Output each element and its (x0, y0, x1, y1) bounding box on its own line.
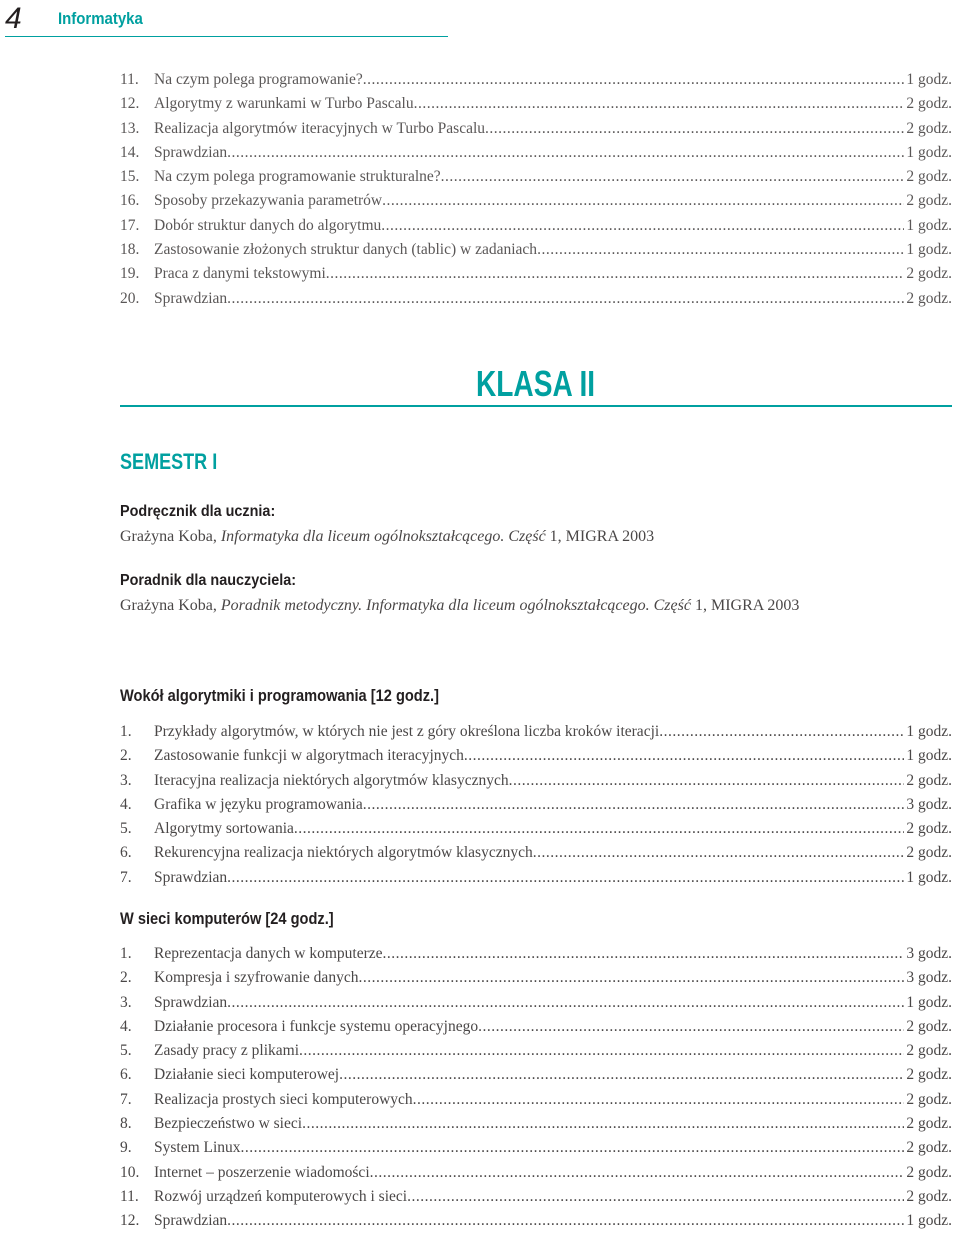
item-title: Rekurencyjna realizacja niektórych algorytmów klasycznych (154, 844, 533, 862)
section-heading: W sieci komputerów [24 godz.] (120, 909, 334, 928)
list-item (120, 844, 952, 868)
item-hours: 2 godz. (906, 1017, 952, 1035)
dot-leader (383, 945, 905, 963)
list-item (120, 747, 952, 771)
list-item (120, 1091, 952, 1115)
item-number: 9. (120, 1139, 132, 1157)
item-title: Algorytmy sortowania (154, 820, 294, 838)
item-number: 19. (120, 265, 140, 283)
item-title: Algorytmy z warunkami w Turbo Pascalu (154, 95, 414, 113)
dot-leader (485, 120, 904, 138)
topic-list-algorithms (120, 723, 952, 893)
dot-leader (413, 1091, 905, 1109)
header-rule (5, 36, 448, 37)
item-hours: 1 godz. (906, 747, 952, 765)
guide-edition: 1, MIGRA 2003 (690, 597, 800, 614)
item-title: Sprawdzian (154, 868, 228, 886)
dot-leader (358, 969, 904, 987)
item-title: Sposoby przekazywania parametrów (154, 192, 383, 210)
page-header (0, 0, 960, 40)
item-title: System Linux (154, 1139, 241, 1157)
item-number: 4. (120, 795, 132, 813)
item-number: 6. (120, 844, 132, 862)
item-title: Sprawdzian (154, 993, 228, 1011)
item-number: 7. (120, 868, 132, 886)
dot-leader (537, 241, 904, 259)
item-title: Realizacja algorytmów iteracyjnych w Turbo Pascalu (154, 119, 486, 137)
item-hours: 2 godz. (906, 820, 952, 838)
list-item (120, 945, 952, 969)
list-item (120, 265, 952, 289)
item-hours: 3 godz. (906, 795, 952, 813)
item-number: 11. (120, 1187, 139, 1205)
list-item (120, 217, 952, 241)
item-hours: 2 godz. (906, 1139, 952, 1157)
item-title: Przykłady algorytmów, w których nie jest z góry określona liczba kroków iteracji (154, 723, 660, 740)
item-hours: 1 godz. (906, 143, 952, 161)
item-title: Reprezentacja danych w komputerze (154, 945, 383, 962)
item-title: Działanie sieci komputerowej (154, 1066, 340, 1084)
item-number: 14. (120, 143, 140, 161)
item-hours: 1 godz. (906, 723, 952, 740)
dot-leader (478, 1018, 904, 1036)
item-title: Sprawdzian (154, 143, 228, 161)
item-number: 5. (120, 820, 132, 838)
item-hours: 1 godz. (906, 868, 952, 886)
item-number: 3. (120, 993, 132, 1011)
item-hours: 2 godz. (906, 1066, 952, 1084)
item-title: Iteracyjna realizacja niektórych algorytmów klasycznych (154, 771, 509, 789)
item-title: Praca z danymi tekstowymi (154, 265, 326, 283)
item-number: 3. (120, 771, 132, 789)
item-hours: 2 godz. (906, 1115, 952, 1133)
list-item (120, 723, 952, 747)
guide-label: Poradnik dla nauczyciela: (120, 572, 297, 589)
running-title: Informatyka (58, 9, 143, 28)
dot-leader (363, 71, 905, 89)
list-item (120, 241, 952, 265)
item-title: Sprawdzian (154, 289, 228, 307)
item-number: 16. (120, 192, 140, 210)
item-hours: 2 godz. (906, 844, 952, 862)
item-hours: 2 godz. (906, 289, 952, 307)
item-hours: 1 godz. (906, 216, 952, 234)
list-item (120, 1115, 952, 1139)
list-item (120, 969, 952, 993)
item-hours: 3 godz. (906, 969, 952, 987)
guide-reference (120, 594, 952, 618)
list-item (120, 192, 952, 216)
dot-leader (326, 265, 905, 283)
topic-list-continued (120, 71, 952, 314)
item-title: Zasady pracy z plikami (154, 1042, 300, 1060)
dot-leader (363, 796, 905, 814)
item-hours: 2 godz. (906, 265, 952, 283)
item-hours: 1 godz. (906, 993, 952, 1011)
item-hours: 1 godz. (906, 241, 952, 259)
item-number: 12. (120, 1212, 140, 1230)
item-number: 1. (120, 945, 132, 962)
textbook-label: Podręcznik dla ucznia: (120, 503, 276, 520)
item-hours: 2 godz. (906, 1042, 952, 1060)
item-title: Zastosowanie funkcji w algorytmach iteracyjnych (154, 747, 464, 765)
list-item (120, 772, 952, 796)
list-item (120, 1139, 952, 1163)
list-item (120, 1188, 952, 1212)
textbook-title: Informatyka dla liceum ogólnokształcącego. Część (220, 528, 546, 545)
textbook-edition: 1, MIGRA 2003 (545, 528, 655, 545)
item-number: 18. (120, 241, 140, 259)
item-hours: 2 godz. (906, 1187, 952, 1205)
dot-leader (241, 1139, 905, 1157)
semester-heading: SEMESTR I (120, 449, 218, 474)
item-number: 2. (120, 747, 132, 765)
list-item (120, 994, 952, 1018)
item-number: 8. (120, 1115, 132, 1133)
dot-leader (533, 844, 905, 862)
dot-leader (339, 1066, 904, 1084)
item-hours: 2 godz. (906, 1090, 952, 1108)
dot-leader (227, 869, 904, 887)
item-hours: 1 godz. (906, 1212, 952, 1230)
item-number: 7. (120, 1090, 132, 1108)
item-title: Sprawdzian (154, 1212, 228, 1230)
item-number: 13. (120, 119, 140, 137)
dot-leader (227, 290, 904, 308)
dot-leader (414, 95, 905, 113)
dot-leader (227, 144, 904, 162)
item-hours: 2 godz. (906, 1163, 952, 1181)
item-hours: 2 godz. (906, 192, 952, 210)
item-number: 6. (120, 1066, 132, 1084)
list-item (120, 1018, 952, 1042)
item-number: 11. (120, 71, 139, 88)
class-heading: KLASA II (476, 363, 596, 404)
dot-leader (509, 772, 905, 790)
textbook-author: Grażyna Koba, (120, 528, 221, 545)
dot-leader (381, 217, 904, 235)
list-item (120, 95, 952, 119)
item-hours: 3 godz. (906, 945, 952, 962)
dot-leader (294, 820, 904, 838)
dot-leader (302, 1115, 904, 1133)
item-number: 4. (120, 1017, 132, 1035)
list-item (120, 1164, 952, 1188)
list-item (120, 796, 952, 820)
dot-leader (227, 1212, 904, 1230)
list-item (120, 144, 952, 168)
list-item (120, 71, 952, 95)
item-hours: 1 godz. (906, 71, 952, 88)
textbook-reference (120, 525, 952, 549)
item-title: Rozwój urządzeń komputerowych i sieci (154, 1187, 408, 1205)
dot-leader (370, 1164, 905, 1182)
item-hours: 2 godz. (906, 95, 952, 113)
dot-leader (659, 723, 904, 741)
list-item (120, 1066, 952, 1090)
list-item (120, 168, 952, 192)
item-hours: 2 godz. (906, 168, 952, 186)
item-title: Realizacja prostych sieci komputerowych (154, 1090, 413, 1108)
list-item (120, 1212, 952, 1236)
list-item (120, 120, 952, 144)
dot-leader (227, 994, 904, 1012)
item-number: 5. (120, 1042, 132, 1060)
item-hours: 2 godz. (906, 119, 952, 137)
item-number: 2. (120, 969, 132, 987)
item-number: 20. (120, 289, 140, 307)
dot-leader (382, 192, 904, 210)
item-title: Działanie procesora i funkcje systemu operacyjnego (154, 1017, 479, 1035)
item-number: 1. (120, 723, 132, 740)
page-number: 4 (5, 2, 22, 35)
item-title: Internet – poszerzenie wiadomości (154, 1163, 370, 1181)
class-heading-rule (120, 405, 952, 407)
item-number: 12. (120, 95, 140, 113)
topic-list-networks (120, 945, 952, 1237)
list-item (120, 290, 952, 314)
item-title: Na czym polega programowanie? (154, 71, 363, 88)
item-title: Grafika w języku programowania (154, 795, 363, 813)
item-title: Dobór struktur danych do algorytmu (154, 216, 382, 234)
section-heading: Wokół algorytmiki i programowania [12 godz.] (120, 686, 439, 705)
item-number: 17. (120, 216, 140, 234)
list-item (120, 1042, 952, 1066)
dot-leader (407, 1188, 904, 1206)
list-item (120, 869, 952, 893)
guide-title: Poradnik metodyczny. Informatyka dla liceum ogólnokształcącego. Część (220, 597, 691, 614)
list-item (120, 820, 952, 844)
dot-leader (464, 747, 904, 765)
dot-leader (299, 1042, 904, 1060)
item-title: Kompresja i szyfrowanie danych (154, 969, 359, 987)
item-title: Zastosowanie złożonych struktur danych (tablic) w zadaniach (154, 241, 538, 259)
item-number: 10. (120, 1163, 140, 1181)
item-title: Bezpieczeństwo w sieci (154, 1115, 303, 1133)
item-number: 15. (120, 168, 140, 186)
item-title: Na czym polega programowanie strukturalne? (154, 168, 441, 186)
guide-author: Grażyna Koba, (120, 597, 221, 614)
dot-leader (441, 168, 905, 186)
item-hours: 2 godz. (906, 771, 952, 789)
